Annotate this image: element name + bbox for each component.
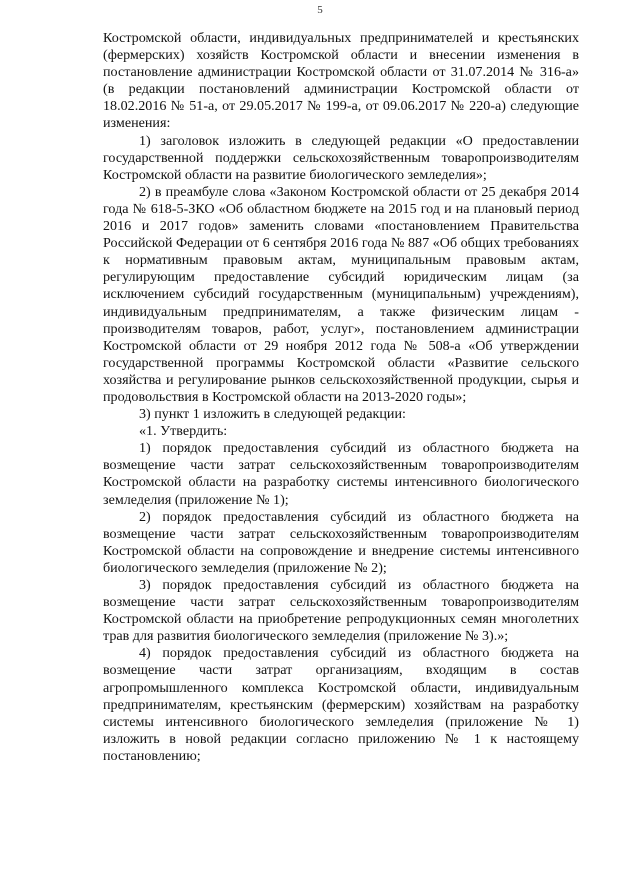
page-number: 5	[317, 4, 323, 16]
paragraph-item-4: 4) порядок предоставления субсидий из областного бюджета на возмещение части затрат организациям, входящим в состав агропромышленного комплекса Костромской области, индивидуальным предпринимателям, крестьянским (фермерским) хозяйствам на разработку системы интенсивного биологического земледелия (приложение № 1) изложить в новой редакции согласно приложению № 1 к настоящему постановлению;	[103, 645, 579, 764]
paragraph-procedure-1: 1) порядок предоставления субсидий из областного бюджета на возмещение части затрат сельскохозяйственным товаропроизводителям Костромской области на разработку системы интенсивного биологического земледелия (приложение № 1);	[103, 440, 579, 508]
document-body	[103, 30, 579, 765]
paragraph-item-3-clause: 3) пункт 1 изложить в следующей редакции:	[139, 406, 406, 423]
paragraph-amendment-intro: Костромской области, индивидуальных предпринимателей и крестьянских (фермерских) хозяйств Костромской области и внесении изменения в постановление администрации Костромской области от 31.07.2014 № 316-а» (в редакции постановлений администрации Костромской области от 18.02.2016 № 51-а, от 29.05.2017 № 199-а, от 09.06.2017 № 220-а) следующие изменения:	[103, 30, 579, 132]
paragraph-procedure-2: 2) порядок предоставления субсидий из областного бюджета на возмещение части затрат сельскохозяйственным товаропроизводителям Костромской области на сопровождение и внедрение системы интенсивного биологического земледелия (приложение № 2);	[103, 508, 579, 576]
paragraph-item-2-preamble: 2) в преамбуле слова «Законом Костромской области от 25 декабря 2014 года № 618-5-ЗКО «Об областном бюджете на 2015 год и на плановый период 2016 и 2017 годов» заменить словами «постановлением Правительства Российской Федерации от 6 сентября 2016 года № 887 «Об общих требованиях к нормативным правовым актам, муниципальным правовым актам, регулирующим предоставление субсидий юридическим лицам (за исключением субсидий государственным (муниципальным) учреждениям), индивидуальным предпринимателям, а также физическим лицам - производителям товаров, работ, услуг», постановлением администрации Костромской области от 29 ноября 2012 года № 508-а «Об утверждении государственной программы Костромской области «Развитие сельского хозяйства и регулирование рынков сельскохозяйственной продукции, сырья и продовольствия в Костромской области на 2013-2020 годы»;	[103, 183, 579, 405]
paragraph-procedure-3: 3) порядок предоставления субсидий из областного бюджета на возмещение части затрат сельскохозяйственным товаропроизводителям Костромской области на приобретение репродукционных семян многолетних трав для развития биологического земледелия (приложение № 3).»;	[103, 577, 579, 645]
paragraph-item-1-title: 1) заголовок изложить в следующей редакции «О предоставлении государственной поддержки сельскохозяйственным товаропроизводителям Костромской области на развитие биологического земледелия»;	[103, 132, 579, 183]
paragraph-approve: «1. Утвердить:	[139, 423, 228, 440]
